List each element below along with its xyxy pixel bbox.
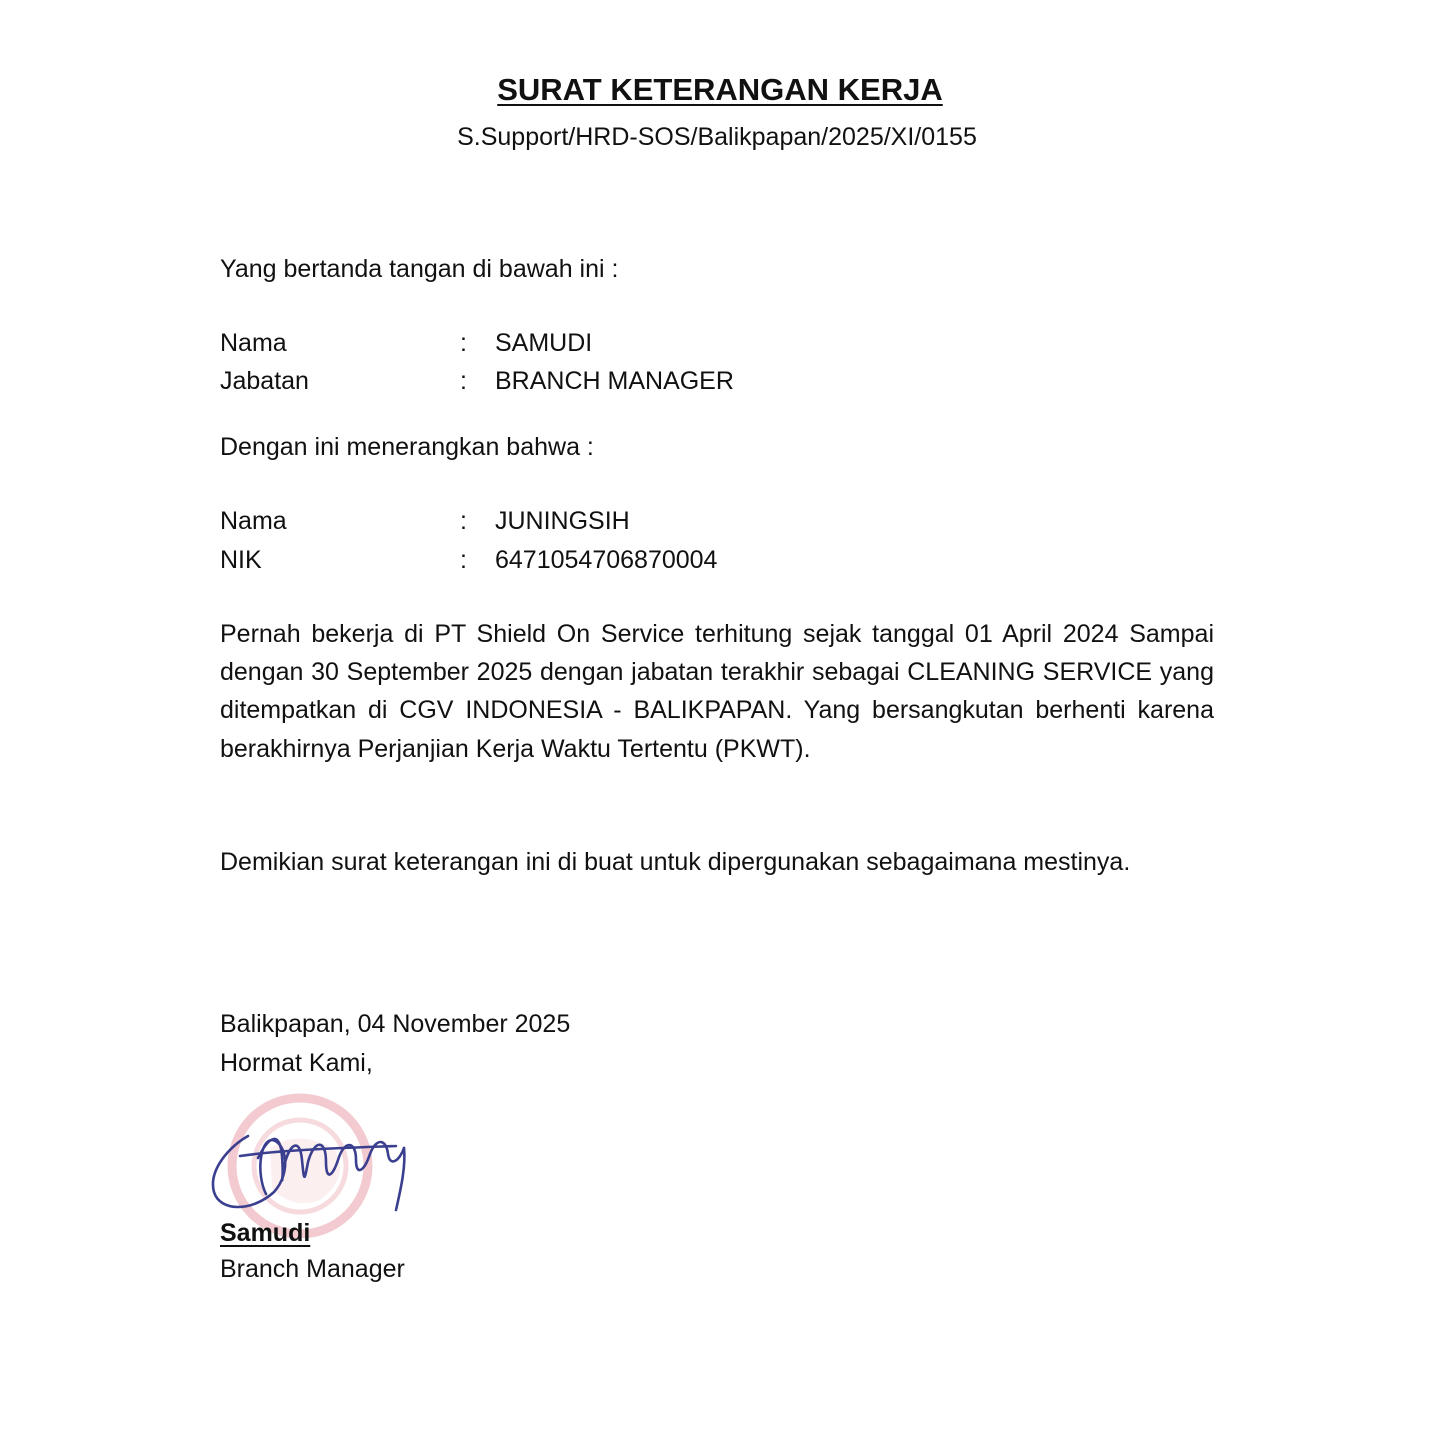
intro-text: Yang bertanda tangan di bawah ini :	[220, 255, 619, 283]
field-value: JUNINGSIH	[495, 507, 630, 535]
reference-number: S.Support/HRD-SOS/Balikpapan/2025/XI/0155	[457, 123, 977, 151]
field-value: BRANCH MANAGER	[495, 367, 734, 395]
field-label: Nama	[220, 507, 287, 535]
field-label: Nama	[220, 329, 287, 357]
employee-name-row	[220, 504, 920, 540]
field-colon: :	[460, 329, 467, 357]
signatory-name-row	[220, 326, 920, 362]
field-value: 6471054706870004	[495, 546, 718, 574]
signatory-position-row	[220, 364, 920, 400]
employee-nik-row	[220, 543, 920, 579]
signer-name: Samudi	[220, 1219, 311, 1247]
field-value: SAMUDI	[495, 329, 593, 357]
employment-paragraph: Pernah bekerja di PT Shield On Service terhitung sejak tanggal 01 April 2024 Sampai dengan 30 September 2025 dengan jabatan terakhir sebagai CLEANING SERVICE yang ditempatkan di CGV INDONESIA - BALIKPAPAN. Yang bersangkutan berhenti karena berakhirnya Perjanjian Kerja Waktu Tertentu (PKWT).	[220, 620, 1214, 763]
place-date: Balikpapan, 04 November 2025	[220, 1010, 571, 1038]
closing-paragraph: Demikian surat keterangan ini di buat untuk dipergunakan sebagaimana mestinya.	[220, 848, 1131, 876]
field-colon: :	[460, 507, 467, 535]
signer-title: Branch Manager	[220, 1255, 405, 1283]
company-stamp-icon	[232, 1098, 368, 1234]
field-label: Jabatan	[220, 367, 309, 395]
letter-title-text: SURAT KETERANGAN KERJA	[497, 72, 943, 107]
letter-title	[0, 70, 1440, 110]
field-colon: :	[460, 546, 467, 574]
regards-text: Hormat Kami,	[220, 1049, 373, 1077]
field-colon: :	[460, 367, 467, 395]
field-label: NIK	[220, 546, 262, 574]
declaration-text: Dengan ini menerangkan bahwa :	[220, 433, 594, 461]
